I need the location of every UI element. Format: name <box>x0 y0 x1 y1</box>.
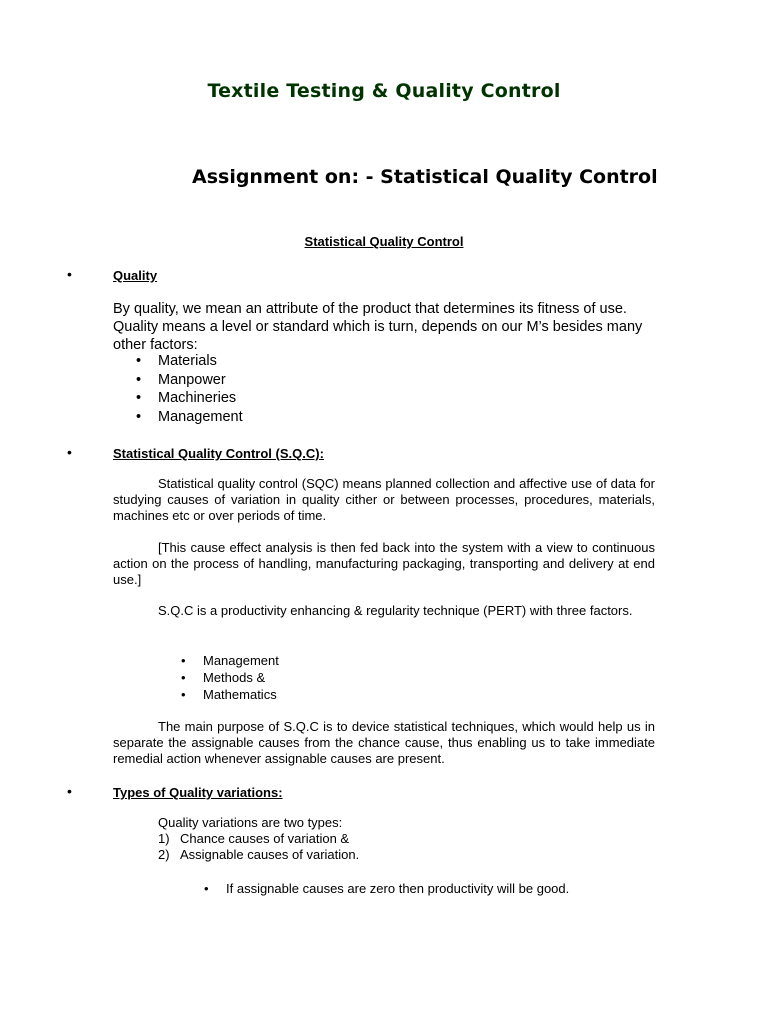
list-item: • Machineries <box>136 389 243 408</box>
types-note-list <box>204 880 569 897</box>
sqc-factor-list <box>181 652 279 703</box>
sqc-heading: Statistical Quality Control (S.Q.C): <box>113 446 324 461</box>
sqc-paragraph-3: S.Q.C is a productivity enhancing & regularity technique (PERT) with three factors. <box>158 603 633 618</box>
bullet-icon: • <box>67 444 72 460</box>
document-title: Textile Testing & Quality Control <box>207 80 561 102</box>
section-title: Statistical Quality Control <box>304 234 464 249</box>
bullet-icon: • <box>67 783 72 799</box>
quality-factor-list <box>136 352 243 427</box>
list-item: • Methods & <box>181 669 279 686</box>
sqc-paragraph-4: The main purpose of S.Q.C is to device statistical techniques, which would help us in separate the assignable causes from the chance cause, thus enabling us to take immediate remedial action whenever assignable causes are present. <box>113 719 655 766</box>
bullet-icon: • <box>67 266 72 282</box>
list-item: • Management <box>181 652 279 669</box>
assignment-subtitle: Assignment on: - Statistical Quality Control <box>192 166 658 188</box>
list-item: • Manpower <box>136 371 243 390</box>
quality-paragraph: By quality, we mean an attribute of the product that determines its fitness of use. Quality means a level or standard which is turn, depends on our M’s besides many other factors: <box>113 301 643 353</box>
list-item: • Materials <box>136 352 243 371</box>
sqc-paragraph-2: [This cause effect analysis is then fed back into the system with a view to continuous action on the process of handling, manufacturing packaging, transporting and delivery at end use.] <box>113 540 655 587</box>
list-item: • Management <box>136 408 243 427</box>
types-list <box>158 831 359 863</box>
list-item: 1) Chance causes of variation & <box>158 831 350 846</box>
list-item: 2) Assignable causes of variation. <box>158 847 360 862</box>
types-heading: Types of Quality variations: <box>113 785 283 800</box>
types-intro: Quality variations are two types: <box>158 815 343 830</box>
list-item: • Mathematics <box>181 686 279 703</box>
sqc-paragraph-1: Statistical quality control (SQC) means planned collection and affective use of data for studying causes of variation in quality cither or between processes, procedures, materials, machines etc or over periods of time. <box>113 476 655 523</box>
list-item: • If assignable causes are zero then productivity will be good. <box>204 880 569 897</box>
quality-heading: Quality <box>113 268 158 283</box>
